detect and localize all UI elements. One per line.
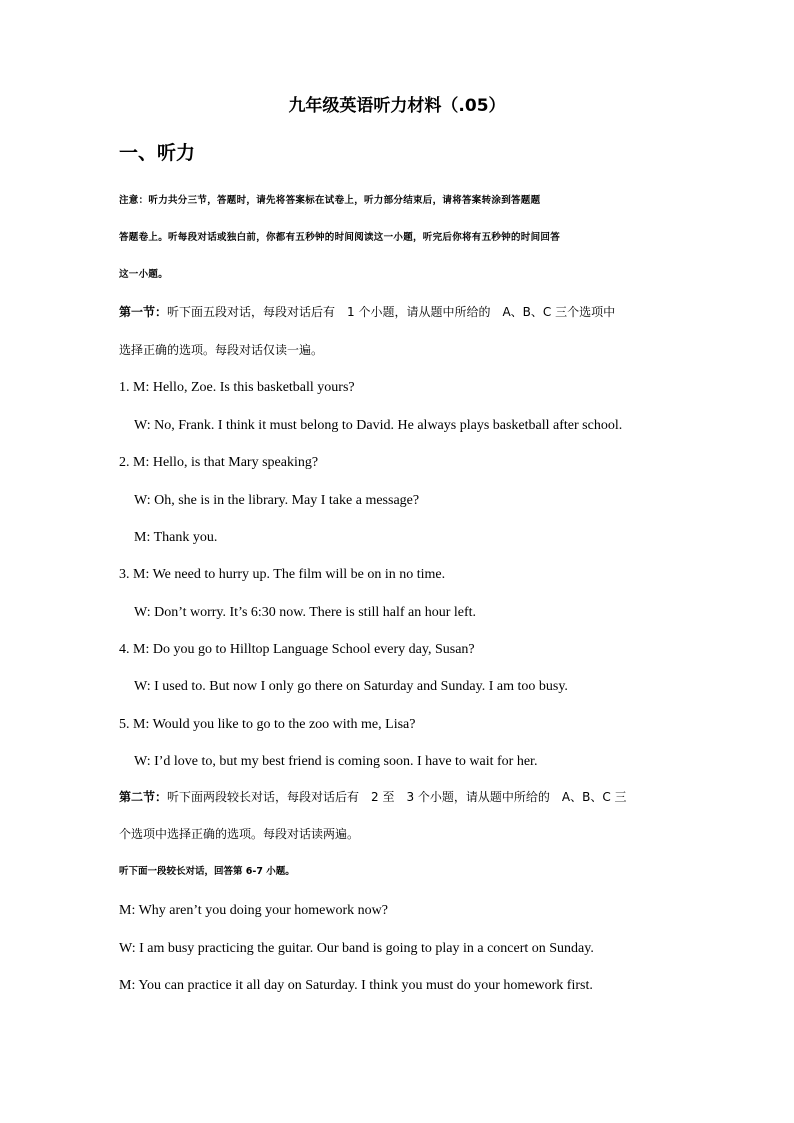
section-two-text: 听下面两段较长对话，每段对话后有 2 至 3 个小题，请从题中所给的 A、B、C 三: [167, 790, 627, 804]
section-two-instruction: [119, 791, 627, 803]
page-title: 九年级英语听力材料（.05）: [288, 96, 506, 116]
dialogue-line: W: No, Frank. I think it must belong to David. He always plays basketball after school.: [134, 418, 623, 433]
section-one-instruction: [119, 306, 615, 318]
dialogue-line: 4. M: Do you go to Hilltop Language School every day, Susan?: [119, 642, 475, 657]
notice-line: 答题卷上。听每段对话或独白前，你都有五秒钟的时间阅读这一小题，听完后你将有五秒钟的时间回答: [119, 232, 561, 243]
notice-line: 注意：听力共分三节，答题时，请先将答案标在试卷上，听力部分结束后，请将答案转涂到答题题: [119, 195, 541, 206]
dialogue-line: W: Don’t worry. It’s 6:30 now. There is still half an hour left.: [134, 605, 477, 620]
notice-line: 这一小题。: [119, 269, 169, 280]
long-dialogue-line: M: You can practice it all day on Saturday. I think you must do your homework first.: [119, 978, 593, 993]
section-one-label: 第一节：: [119, 305, 168, 319]
dialogue-line: W: I’d love to, but my best friend is coming soon. I have to wait for her.: [134, 754, 538, 769]
section-two-instruction-cont: 个选项中选择正确的选项。每段对话读两遍。: [119, 827, 360, 841]
section-one-instruction-cont: 选择正确的选项。每段对话仅读一遍。: [119, 343, 324, 357]
long-dialogue-line: W: I am busy practicing the guitar. Our band is going to play in a concert on Sunday.: [119, 941, 594, 956]
section-heading: 一、听力: [119, 142, 196, 164]
dialogue-line: 3. M: We need to hurry up. The film will be on in no time.: [119, 567, 446, 582]
dialogue-line: W: I used to. But now I only go there on Saturday and Sunday. I am too busy.: [134, 679, 568, 694]
dialogue-line: 1. M: Hello, Zoe. Is this basketball yours?: [119, 380, 355, 395]
dialogue-line: W: Oh, she is in the library. May I take a message?: [134, 493, 420, 508]
long-dialogue-instruction: 听下面一段较长对话，回答第 6-7 小题。: [119, 866, 295, 877]
dialogue-line: 5. M: Would you like to go to the zoo with me, Lisa?: [119, 717, 416, 732]
long-dialogue-line: M: Why aren’t you doing your homework now?: [119, 903, 388, 918]
dialogue-line: M: Thank you.: [134, 530, 218, 545]
dialogue-line: 2. M: Hello, is that Mary speaking?: [119, 455, 319, 470]
section-two-label: 第二节：: [119, 790, 168, 804]
section-one-text: 听下面五段对话，每段对话后有 1 个小题，请从题中所给的 A、B、C 三个选项中: [167, 305, 616, 319]
